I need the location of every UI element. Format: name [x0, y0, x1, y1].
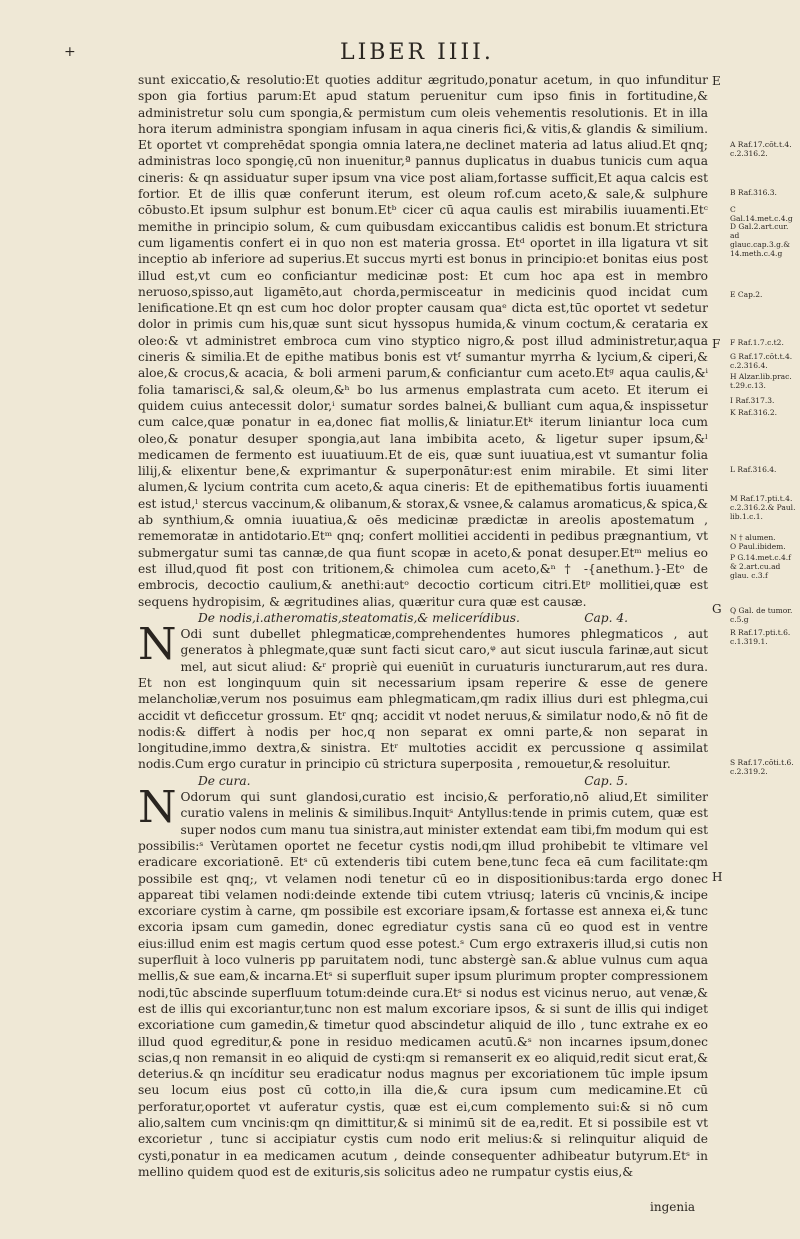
section-letter-h: H — [712, 870, 723, 884]
margin-note: A Raf.17.cōt.t.4. c.2.316.2. — [730, 140, 792, 158]
margin-note: R Raf.17.pti.t.6. c.1.319.1. — [730, 628, 791, 646]
margin-note: O Paul.ibidem. — [730, 542, 786, 551]
margin-note: H Alzar.lib.prac. t.29.c.13. — [730, 372, 792, 390]
margin-note: E Cap.2. — [730, 290, 763, 299]
chapter-number-5: Cap. 5. — [584, 773, 628, 788]
paragraph-3-text: Odorum qui sunt glandosi,curatio est incisio,& perforatio,nō aliud,Et similiter curatio valens in melinis & similibus.Inquitˢ Antyllus:tende in primis cutem, quæ est super nodos cum manu tua sinistra,aut minister extendat eam tibi,fm modum qui est possibilis:ˢ Verùtamen oportet ne fecetur cystis nodi,qm illud prohibebit te vltimare vel eradicare excoriationē. Etˢ cū extenderis tibi cutem bene,tunc feca eā cum facilitate:qm possibile est qnq;, vt velamen nodi tenetur cū eo in dispositionibus:tarda ergo donec appareat tibi velamen nodi:deinde extende tibi cutem vtriusq; lateris cū vncinis,& incipe excoriare cystim à carne, qm possibile est excoriare ipsam,& fortasse est annexa ei,& tunc excoria ipsam cum gamedin, donec egrediatur cystis sana cū eo quod est in ventre eius:illud enim est magis certum quod esse potest.ˢ Cum ergo extraxeris illud,si cutis non superfluit à loco vulneris pp paruitatem nodi, tunc abstergè san.& ablue vulnus cum aqua mellis,& sue eam,& incarna.Etˢ si superfluit super ipsum plurimum propter compressionem nodi,tūc abscinde superfluum totum:deinde cura.Etˢ si nodus est vicinus neruo, aut venæ,& est de illis qui excoriantur,tunc non est malum excoriare ipsos, & si sunt de illis qui indiget excoriatione cum gamedin,& timetur quod abscindetur aliquid de illo , tunc extrahe ex eo illud quod egreditur,& pone in residuo medicamen acutū.&ˢ non incarnes ipsum,donec scias,q non remansit in eo aliquid de cysti:qm si remanserit ex eo aliquid,redit sicut erat,& deterius.& qn incíditur seu eradicatur nodus magnus per excoriationem tūc imple ipsum seu locum eius post cū cotto,in illa die,& cura ipsum cum medicamine.Et cū perforatur,oportet vt auferatur cystis, quæ est ei,cum complemento sui:& si nō cum alio,saltem cum vncinis:qm qn dimittitur,& si minimū sit de ea,redit. Et si possibile est vt excorietur , tunc si accipiatur cystis cum nodo erit melius:& si relinquitur aliquid de cysti,ponatur in ea medicamen acutum , deinde consequenter adhibeatur butyrum.Etˢ in mellino quidem quod est de exituris,sis solicitus adeo ne rumpatur cystis eius,& — [138, 790, 708, 1179]
section-title-5: De cura. — [198, 773, 251, 788]
margin-note: K Raf.316.2. — [730, 408, 778, 417]
corner-mark: + — [64, 44, 76, 60]
margin-note: D Gal.2.art.cur. ad glauc.cap.3.g.& 14.meth.c.4.g — [730, 222, 790, 258]
paragraph-3 — [138, 782, 708, 1180]
margin-note: S Raf.17.cōti.t.6. c.2.319.2. — [730, 758, 794, 776]
margin-note: C Gal.14.met.c.4.g — [730, 205, 793, 223]
paragraph-2 — [138, 619, 708, 773]
running-head: LIBER IIII. — [340, 40, 494, 65]
margin-note: L Raf.316.4. — [730, 465, 777, 474]
section-heading-4 — [138, 610, 708, 626]
section-letter-f: F — [712, 337, 721, 351]
margin-note: G Raf.17.cōt.t.4. c.2.316.4. — [730, 352, 793, 370]
drop-cap-n-2: N — [138, 782, 177, 834]
chapter-number-4: Cap. 4. — [584, 610, 628, 625]
margin-note: I Raf.317.3. — [730, 396, 775, 405]
section-letter-g: G — [712, 602, 722, 616]
paragraph-1: sunt exiccatio,& resolutio:Et quoties additur ægritudo,ponatur acetum, in quo infunditur spon gia fortius parum:Et apud statum peruenitur cum ipso finis in fortitudine,& administretur solu cum spongia,& permistum cum oleis vehementis resolutionis. Et in illa hora iterum administra spongiam infusam in aqua cineris fici,& vitis,& glandis & similium. Et oportet vt comprehēdat spongia omnia latera,ne declinet materia ad latus aliud.Et qnq; administras loco spongię,cū non inuenitur,ª pannus duplicatus in duabus tunicis cum aqua cineris: & qn assiduatur super ipsum vna vice post aliam,fortasse sufficit,Et aqua calcis est fortior. Et de illis quæ conferunt iterum, est oleum rof.cum aceto,& sale,& sulphure cōbusto.Et ipsum sulphur est bonum.Etᵇ cicer cū aqua caulis est mirabilis iuuamenti.Etᶜ memithe in principio solum, & cum quibusdam exiccantibus calidis est bonum.Et strictura cum ligamentis confert ei in quo non est materia grossa. Etᵈ oportet in illa ligatura vt sit inceptio ab inferiore ad superius.Et succus myrti est bonus in principio:et bonitas eius post illud est,vt cum eo conficiantur medicinæ post: Et cum hoc apa est in membro neruoso,spisso,aut ligamēto,aut chorda,permisceatur in medicinis quod incidat cum lenificatione.Et qn est cum hoc dolor propter causam quaᵉ dicta est,tūc oportet vt sedetur dolor in primis cum his,quæ sunt sicut hyssopus humida,& vinum coctum,& cerataria ex oleo:& vt administret embroca cum vino styptico nigro,& post illud administretur,aqua cineris & similia.Et de epithe matibus bonis est vtᶠ sumantur myrrha & lycium,& ciperi,& aloe,& crocus,& acacia, & boli armeni parum,& conficiantur cum aceto.Etᵍ aqua caulis,&ⁱ folia tamarisci,& sal,& oleum,&ʰ bo lus armenus emplastrata cum aceto. Et iterum ei quidem cuius antecessit dolor,ⁱ sumatur sordes balnei,& bulliant cum aqua,& inspissetur cum calce,quæ ponatur in ea,donec fiat mollis,& liniatur.Etᵏ iterum liniantur loca cum oleo,& ponatur desuper spongia,aut lana imbibita aceto, & ligetur super ipsum,&ˡ medicamen de fermento est iuuatiuum.Et de eis, quæ sunt iuuatiua,est vt sumantur folia lilij,& elixentur bene,& exprimantur & superponātur:est enim mirabile. Et simi liter alumen,& lycium contrita cum aceto,& aqua cineris: Et de epithematibus fortis iuuamenti est istud,ˡ stercus vaccinum,& olibanum,& storax,& vsnee,& calamus aromaticus,& spica,& ab synthium,& omnia iuuatiua,& oēs medicinæ prædictæ in areolis apostematum , rememoratæ in antidotario.Etᵐ qnq; confert mollitiei accidenti in pedibus prægnantium, vt submergatur sumi tas cannæ,de qua fiunt scopæ in aceto,& ponat desuper.Etᵐ melius eo est illud,quod fit post con tritionem,& chimolea cum aceto,&ⁿ † -{anethum.}-Etᵒ de embrocis, decoctio caulium,& anethi:autᵒ decoctio corticum citri.Etᵖ mollitiei,quæ est sequens hydropisim, & ægritudines alias, quæritur cura quæ est causæ. — [138, 73, 708, 609]
margin-note: Q Gal. de tumor. c.5.g — [730, 606, 793, 624]
catchword: ingenia — [650, 1200, 696, 1214]
margin-note: P G.14.met.c.4.f & 2.art.cu.ad glau. c.3.f — [730, 553, 791, 580]
main-text-block — [138, 72, 708, 1180]
section-heading-5 — [138, 773, 708, 789]
paragraph-2-text: Odi sunt dubellet phlegmaticæ,comprehendentes humores phlegmaticos , aut generatos à phlegmate,quæ sunt facti sicut caro,ᵠ aut sicut iusculа farinæ,aut sicut mel, aut sicut aliud: &ʳ propriè qui eueniūt in curuaturis iuncturarum,aut res dura. Et non est longinquum quin sit necessarium ipsam reperire & esse de genere melancholiæ,verum nos posuimus eam phlegmaticam,qm radix illius duri est phlegma,cui accidit vt deficcetur grossum. Etʳ qnq; accidit vt nodet neruus,& similatur nodo,& nō fit de nodis:& differt à nodis per hoc,q non separat ex omni parte,& non separat in longitudine,immo dextra,& sinistra. Etʳ multoties accidit ex percussione q assimilat nodis.Cum ergo curatur in principio cū strictura superposita , remouetur,& resoluitur. — [138, 627, 708, 772]
section-title-4: De nodis,i.atheromatis,steatomatis,& melicerídibus. — [198, 610, 520, 625]
margin-note: F Raf.1.7.c.t2. — [730, 338, 784, 347]
margin-note: N † alumen. — [730, 533, 776, 542]
drop-cap-n: N — [138, 619, 177, 671]
margin-note: B Raf.316.3. — [730, 188, 777, 197]
margin-note: M Raf.17.pti.t.4. c.2.316.2.& Paul. lib.1.c.1. — [730, 494, 796, 521]
section-letter-e: E — [712, 74, 721, 88]
